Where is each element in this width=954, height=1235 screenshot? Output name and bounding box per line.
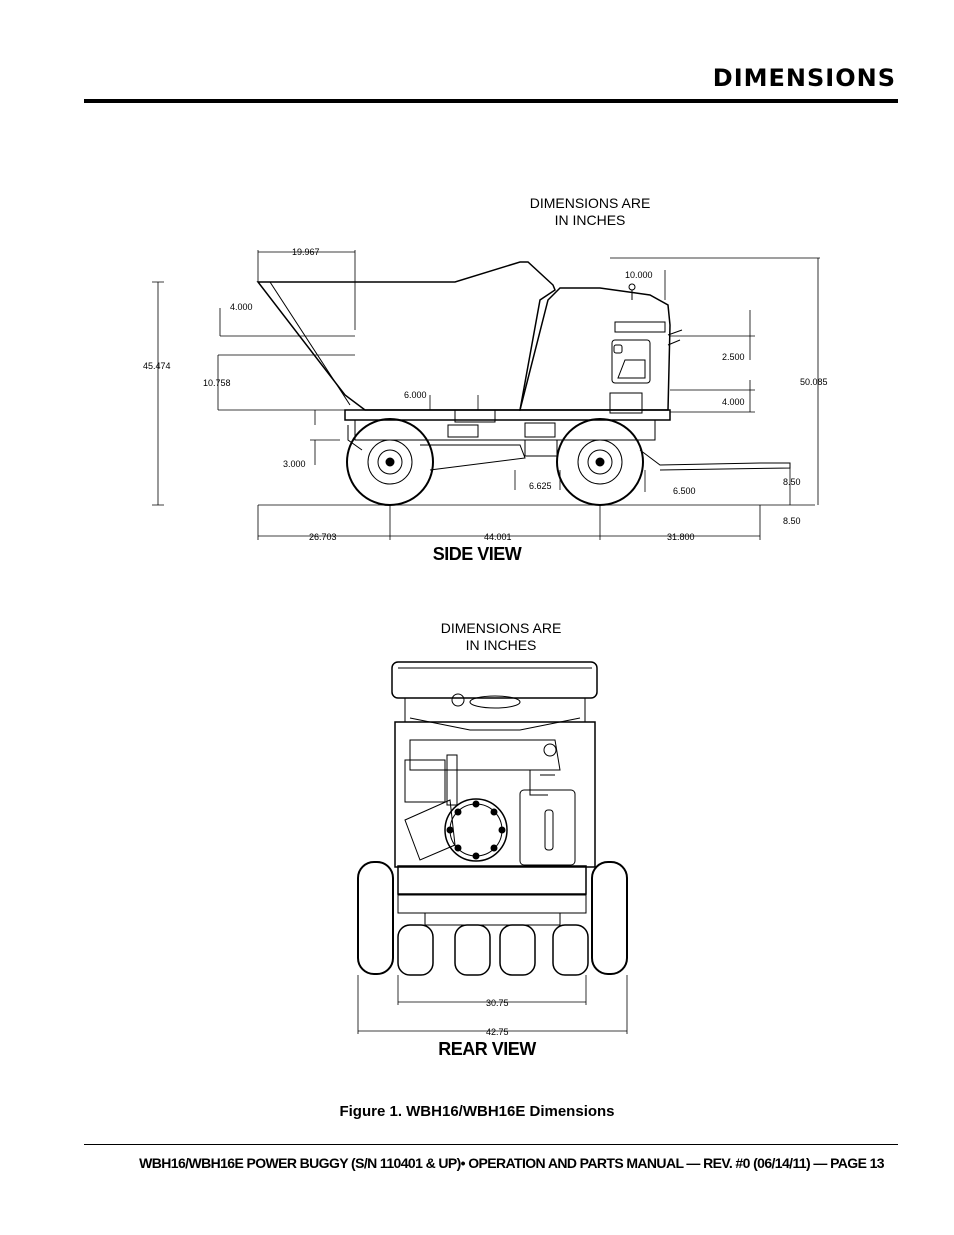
rear-view-drawing [358,662,627,975]
dim-6000: 6.000 [404,390,427,400]
side-view-dimension-lines [152,250,820,540]
dim-10758: 10.758 [203,378,231,388]
side-note-line1: DIMENSIONS ARE [529,195,651,211]
dim-3000: 3.000 [283,459,306,469]
side-note-line2: IN INCHES [554,212,626,228]
footer-rule [84,1144,898,1145]
dim-4000-hopper: 4.000 [230,302,253,312]
rear-view-label: REAR VIEW [438,1039,536,1059]
dim-44001: 44.001 [484,532,512,542]
page-title: DIMENSIONS [712,64,896,92]
dim-3075: 30.75 [486,998,509,1008]
dim-26703: 26.703 [309,532,337,542]
dim-4000-engine: 4.000 [722,397,745,407]
side-view-label: SIDE VIEW [432,544,522,564]
dim-4275: 42.75 [486,1027,509,1037]
dim-2500: 2.500 [722,352,745,362]
dim-6500: 6.500 [673,486,696,496]
rear-note-line1: DIMENSIONS ARE [440,620,562,636]
dim-50085: 50.085 [800,377,828,387]
dim-45474: 45.474 [143,361,171,371]
dim-850-a: 8.50 [783,477,801,487]
dim-10000: 10.000 [625,270,653,280]
page-footer: WBH16/WBH16E POWER BUGGY (S/N 110401 & UP)• OPERATION AND PARTS MANUAL — REV. #0 (06/14/11) — PAGE 13 [139,1155,884,1171]
dim-850-b: 8.50 [783,516,801,526]
dim-6625: 6.625 [529,481,552,491]
dim-31800: 31.800 [667,532,695,542]
rear-note-line2: IN INCHES [465,637,537,653]
side-view-drawing [258,262,790,505]
dim-19967: 19.967 [292,247,320,257]
figure-caption: Figure 1. WBH16/WBH16E Dimensions [339,1103,615,1120]
